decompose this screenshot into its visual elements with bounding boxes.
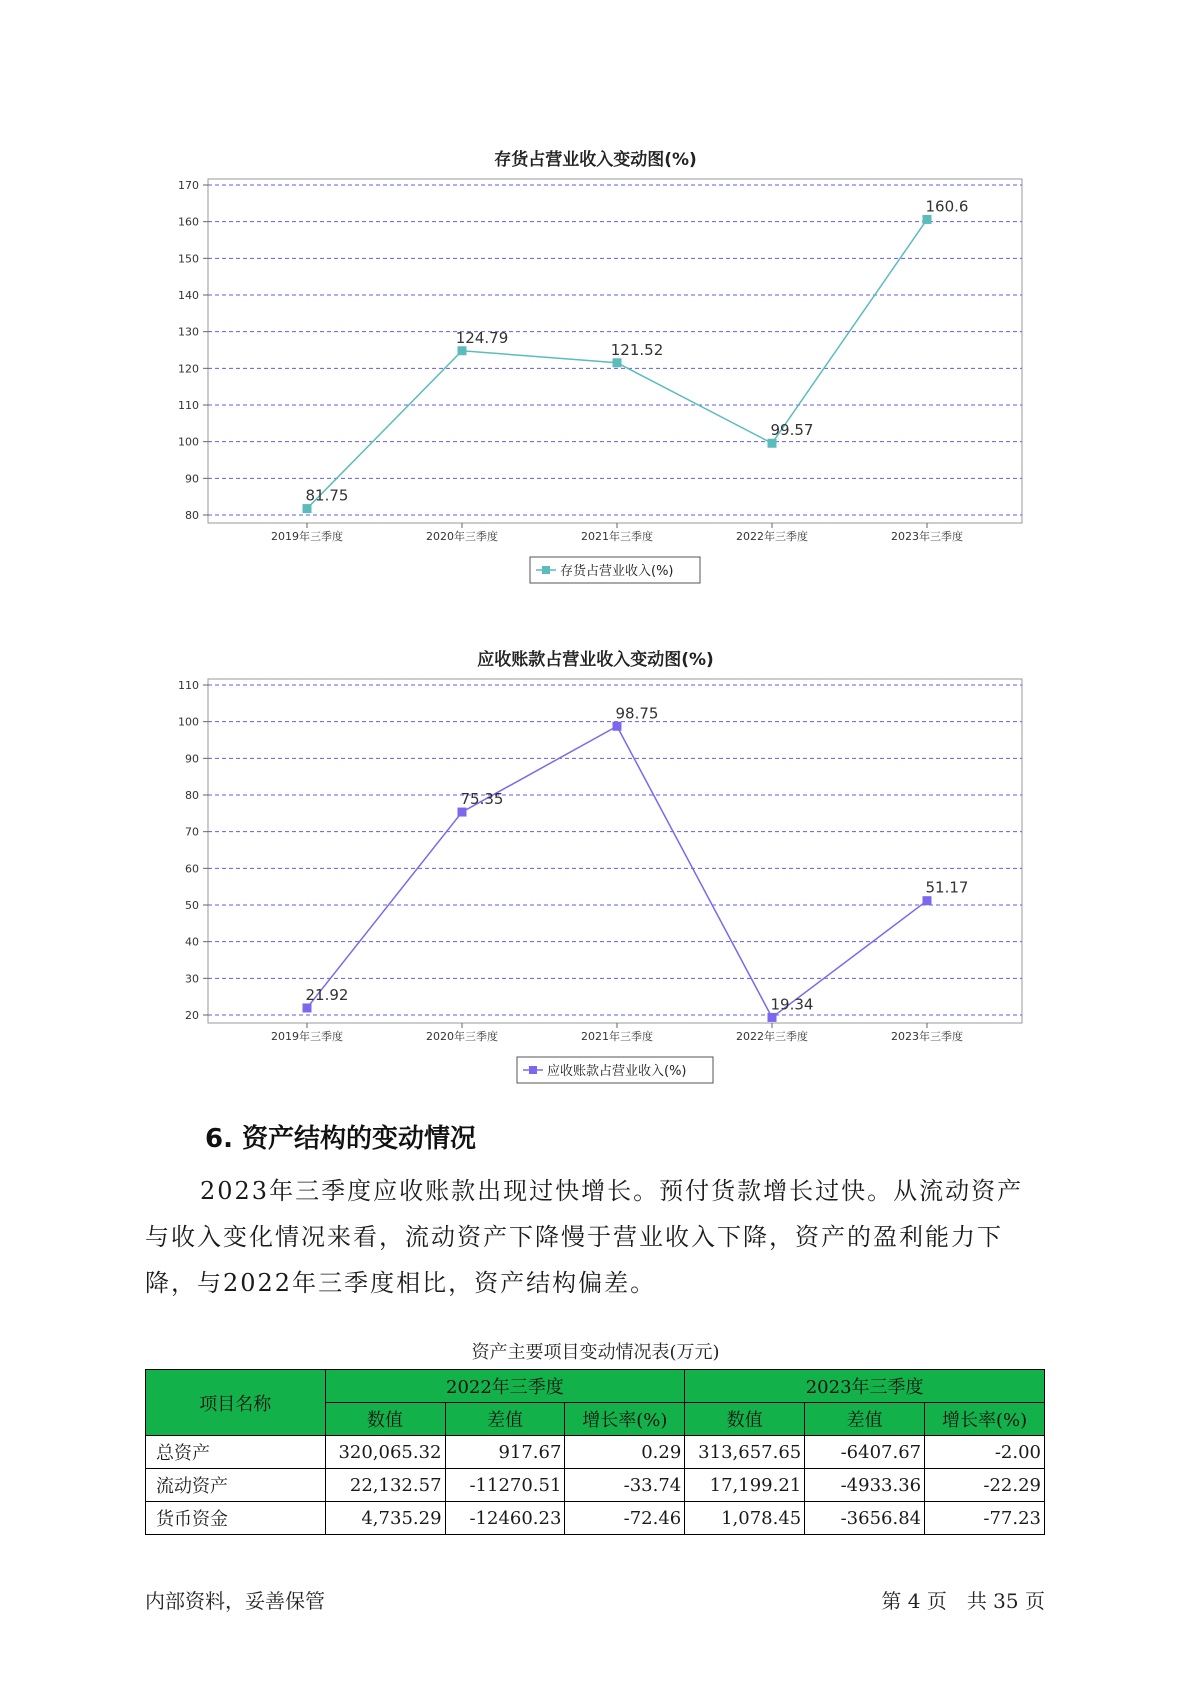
data-point bbox=[458, 346, 467, 355]
cell: -72.46 bbox=[565, 1502, 685, 1535]
data-point bbox=[768, 439, 777, 448]
receivables-ratio-chart bbox=[0, 665, 1191, 1125]
legend-label: 应收账款占营业收入(%) bbox=[547, 1064, 687, 1079]
cell: -77.23 bbox=[925, 1502, 1045, 1535]
header-period-2023: 2023年三季度 bbox=[685, 1370, 1045, 1403]
y-tick-label: 80 bbox=[185, 509, 199, 522]
y-tick-label: 100 bbox=[178, 435, 199, 449]
cell: 0.29 bbox=[565, 1436, 685, 1469]
legend bbox=[530, 557, 700, 583]
data-point bbox=[303, 504, 312, 513]
data-label: 51.17 bbox=[925, 878, 969, 897]
subheader-diff: 差值 bbox=[445, 1403, 565, 1436]
x-tick-label: 2020年三季度 bbox=[426, 1030, 498, 1043]
cell: -3656.84 bbox=[805, 1502, 925, 1535]
data-point bbox=[303, 1003, 312, 1012]
section-paragraph: 2023年三季度应收账款出现过快增长。预付货款增长过快。从流动资产与收入变化情况来看，流动资产下降慢于营业收入下降，资产的盈利能力下降，与2022年三季度相比，资产结构偏差。 bbox=[145, 1177, 1024, 1297]
table-row bbox=[146, 1469, 1045, 1502]
y-tick-label: 30 bbox=[185, 972, 199, 986]
data-point bbox=[923, 896, 932, 905]
y-tick-label: 40 bbox=[185, 935, 199, 949]
y-tick-label: 130 bbox=[178, 325, 199, 339]
chart-title-receivables: 应收账款占营业收入变动图(%) bbox=[477, 650, 714, 670]
y-tick-label: 50 bbox=[185, 899, 199, 912]
table-caption: 资产主要项目变动情况表(万元) bbox=[471, 1342, 720, 1363]
y-tick-label: 80 bbox=[185, 789, 199, 802]
table-row bbox=[146, 1502, 1045, 1535]
cell: -6407.67 bbox=[805, 1436, 925, 1469]
y-tick-label: 110 bbox=[178, 399, 199, 412]
y-tick-label: 20 bbox=[185, 1009, 199, 1022]
data-point bbox=[768, 1013, 777, 1022]
y-tick-label: 60 bbox=[185, 862, 199, 876]
cell: 917.67 bbox=[445, 1436, 565, 1469]
x-tick-label: 2019年三季度 bbox=[271, 530, 343, 543]
data-label: 99.57 bbox=[770, 421, 814, 440]
cell: 313,657.65 bbox=[685, 1436, 805, 1469]
y-tick-label: 160 bbox=[178, 215, 199, 229]
cell: 22,132.57 bbox=[325, 1469, 445, 1502]
cell: 4,735.29 bbox=[325, 1502, 445, 1535]
x-tick-label: 2019年三季度 bbox=[271, 1030, 343, 1043]
data-point bbox=[923, 215, 932, 224]
cell: -12460.23 bbox=[445, 1502, 565, 1535]
legend-marker bbox=[542, 566, 550, 574]
data-point bbox=[458, 808, 467, 817]
inventory-ratio-chart bbox=[0, 165, 1191, 625]
x-tick-label: 2022年三季度 bbox=[736, 1030, 808, 1043]
y-tick-label: 70 bbox=[185, 825, 199, 839]
x-tick-label: 2021年三季度 bbox=[581, 530, 653, 543]
data-label: 124.79 bbox=[455, 328, 509, 347]
x-tick-label: 2021年三季度 bbox=[581, 1030, 653, 1043]
data-label: 75.35 bbox=[460, 790, 504, 809]
data-label: 121.52 bbox=[610, 340, 664, 359]
data-label: 81.75 bbox=[305, 486, 349, 505]
subheader-growth: 增长率(%) bbox=[565, 1403, 685, 1436]
cell: -4933.36 bbox=[805, 1469, 925, 1502]
data-label: 98.75 bbox=[615, 704, 659, 723]
cell: -33.74 bbox=[565, 1469, 685, 1502]
legend-marker bbox=[529, 1066, 537, 1074]
chart-title-inventory: 存货占营业收入变动图(%) bbox=[494, 150, 697, 170]
cell: 17,199.21 bbox=[685, 1469, 805, 1502]
footer-page-number: 第 4 页 共 35 页 bbox=[881, 1589, 1045, 1613]
y-tick-label: 140 bbox=[178, 289, 199, 302]
subheader-value: 数值 bbox=[325, 1403, 445, 1436]
cell: -22.29 bbox=[925, 1469, 1045, 1502]
y-tick-label: 90 bbox=[185, 472, 199, 486]
x-tick-label: 2023年三季度 bbox=[891, 1030, 963, 1043]
data-label: 160.6 bbox=[925, 197, 969, 216]
cell: 1,078.45 bbox=[685, 1502, 805, 1535]
y-tick-label: 120 bbox=[178, 362, 199, 376]
header-period-2022: 2022年三季度 bbox=[325, 1370, 685, 1403]
header-item-name: 项目名称 bbox=[146, 1370, 326, 1436]
subheader-value: 数值 bbox=[685, 1403, 805, 1436]
y-tick-label: 150 bbox=[178, 252, 199, 266]
y-tick-label: 110 bbox=[178, 679, 199, 692]
data-label: 19.34 bbox=[770, 995, 814, 1014]
row-name: 货币资金 bbox=[146, 1502, 326, 1535]
y-tick-label: 100 bbox=[178, 715, 199, 729]
asset-change-table bbox=[145, 1369, 1045, 1535]
row-name: 总资产 bbox=[146, 1436, 326, 1469]
data-label: 21.92 bbox=[305, 985, 349, 1004]
x-tick-label: 2023年三季度 bbox=[891, 530, 963, 543]
footer-confidential: 内部资料，妥善保管 bbox=[145, 1589, 325, 1613]
cell: -2.00 bbox=[925, 1436, 1045, 1469]
legend bbox=[517, 1057, 713, 1083]
section-heading: 6. 资产结构的变动情况 bbox=[205, 1124, 477, 1154]
x-tick-label: 2022年三季度 bbox=[736, 530, 808, 543]
y-tick-label: 90 bbox=[185, 752, 199, 766]
subheader-diff: 差值 bbox=[805, 1403, 925, 1436]
data-point bbox=[613, 722, 622, 731]
x-tick-label: 2020年三季度 bbox=[426, 530, 498, 543]
cell: 320,065.32 bbox=[325, 1436, 445, 1469]
data-point bbox=[613, 358, 622, 367]
y-tick-label: 170 bbox=[178, 179, 199, 192]
subheader-growth: 增长率(%) bbox=[925, 1403, 1045, 1436]
row-name: 流动资产 bbox=[146, 1469, 326, 1502]
table-row bbox=[146, 1436, 1045, 1469]
legend-label: 存货占营业收入(%) bbox=[560, 564, 674, 579]
cell: -11270.51 bbox=[445, 1469, 565, 1502]
